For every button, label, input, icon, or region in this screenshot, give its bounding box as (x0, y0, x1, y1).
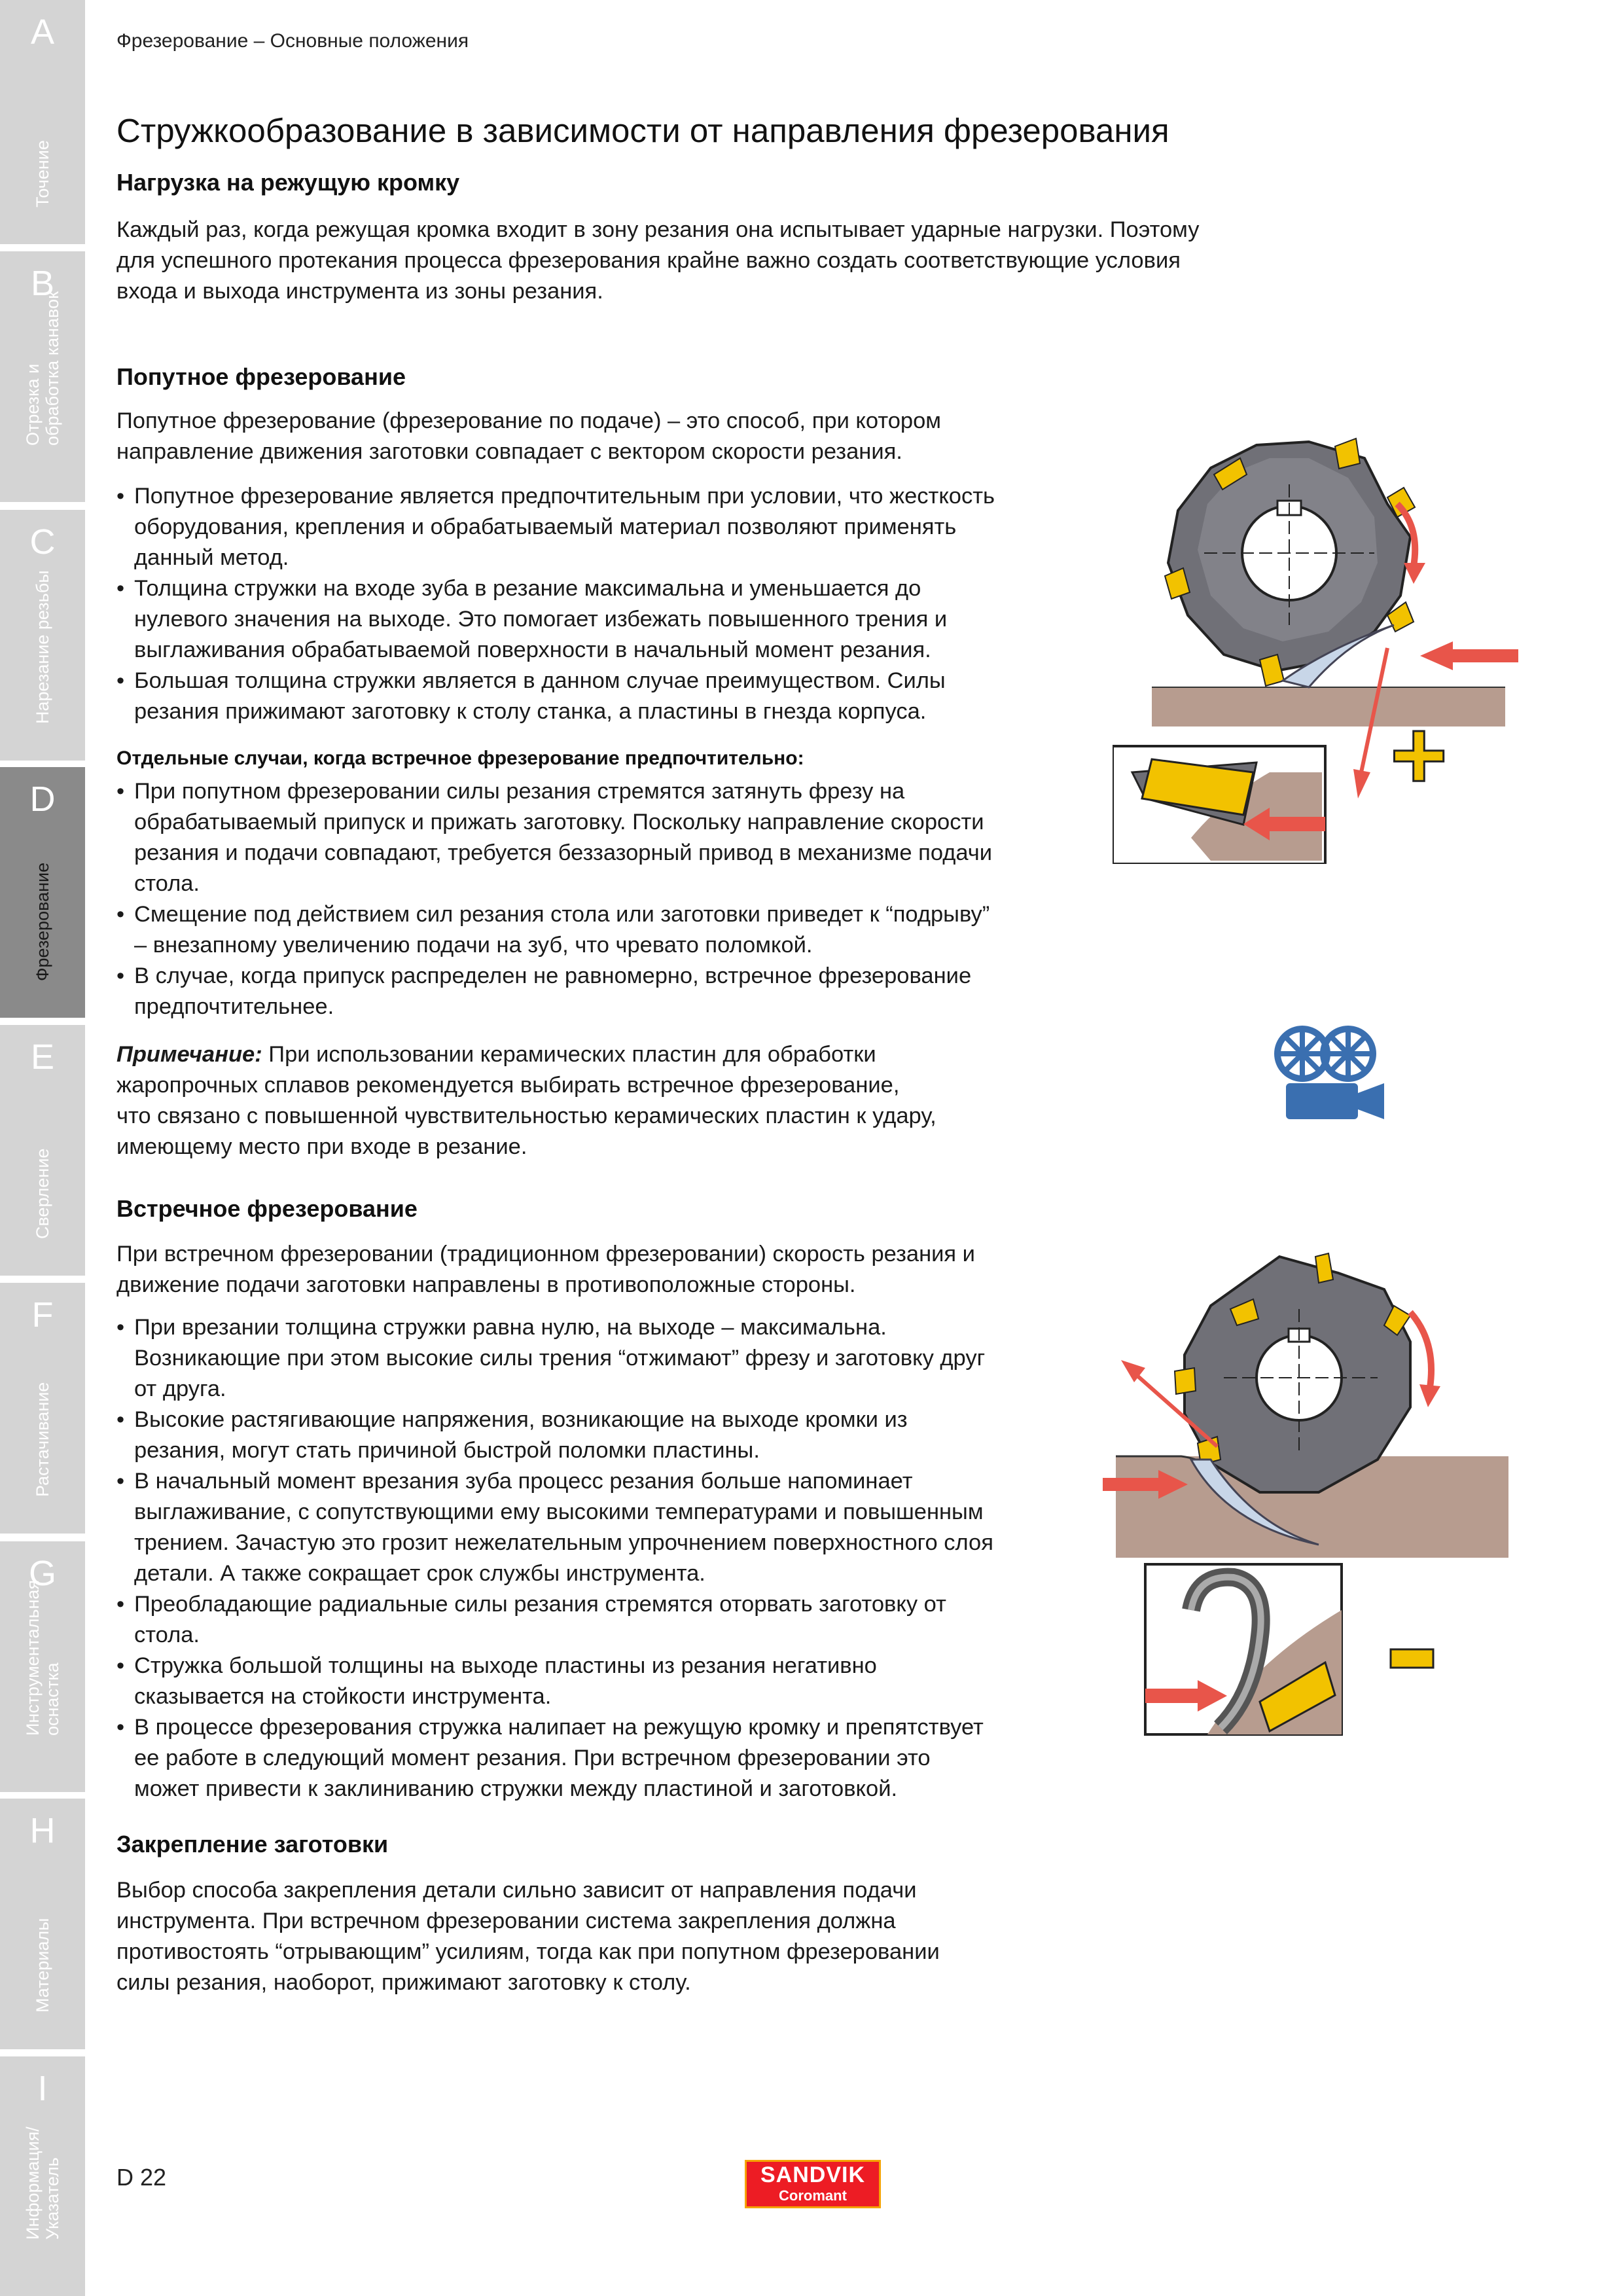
text-line: сказывается на стойкости инструмента. (134, 1684, 552, 1709)
milling-cutter-icon (1165, 439, 1415, 686)
text-line: для успешного протекания процесса фрезерования крайне важно создать соответствующие условия (116, 248, 1181, 273)
text-line: • Попутное фрезерование является предпочтительным при условии, что жесткость (134, 484, 995, 509)
feed-arrow (1453, 649, 1518, 662)
note-paragraph (116, 1039, 936, 1162)
sidebar-tab-a[interactable] (0, 0, 85, 244)
text-line: силы резания, наоборот, прижимают заготовку к столу. (116, 1970, 691, 1995)
climb-bullets (116, 481, 995, 727)
tab-label-text: Инструментальная оснастка (23, 1579, 62, 1736)
list-item (116, 899, 992, 961)
text-line: • Преобладающие радиальные силы резания стремятся оторвать заготовку от (134, 1592, 946, 1617)
list-item (116, 776, 992, 899)
text-line: от друга. (134, 1376, 226, 1401)
section-sidebar (0, 0, 85, 2296)
list-item (116, 1405, 993, 1466)
text-line: противостоять “отрывающим” усилиям, тогда как при попутном фрезеровании (116, 1939, 940, 1964)
film-projector-icon[interactable] (1266, 1021, 1397, 1126)
text-line: резания, могут стать причиной быстрой поломки пластины. (134, 1438, 760, 1463)
text-line: • Толщина стружки на входе зуба в резание максимальна и уменьшается до (134, 576, 921, 601)
running-header: Фрезерование – Основные положения (116, 30, 469, 52)
text-line: выглаживание, с сопутствующими ему высокими температурами и повышенным (134, 1499, 984, 1524)
sidebar-tab-f[interactable] (0, 1283, 85, 1534)
tab-label: Нарезание резьбы (33, 570, 52, 724)
text-line: нулевого значения на выходе. Это помогает избежать повышенного трения и (134, 607, 948, 632)
list-item (116, 961, 992, 1022)
sidebar-tab-c[interactable] (0, 510, 85, 761)
tab-label (23, 291, 62, 446)
text-line: выглаживания обрабатываемой поверхности в начальный момент резания. (134, 637, 931, 662)
text-line: обрабатываемый припуск и прижать заготовку. Поскольку направление скорости (134, 810, 984, 834)
text-line (116, 1039, 936, 1070)
tab-label-text: Отрезка и обработка канавок (23, 291, 62, 446)
text-line: детали. А также сокращает срок службы инструмента. (134, 1561, 705, 1586)
text-line: • В процессе фрезерования стружка налипает на режущую кромку и препятствует (134, 1715, 984, 1740)
list-item (116, 481, 995, 573)
text-line: резания и подачи совпадают, требуется беззазорный привод в механизме подачи (134, 840, 993, 865)
text-line: При встречном фрезеровании (традиционном фрезеровании) скорость резания и (116, 1242, 975, 1266)
page-title: Стружкообразование в зависимости от направления фрезерования (116, 112, 1169, 149)
text-line: стола. (134, 871, 200, 896)
list-item (116, 1712, 993, 1804)
text-line: может привести к заклиниванию стружки между пластиной и заготовкой. (134, 1776, 898, 1801)
tab-letter: C (29, 522, 56, 562)
arrow-head (1404, 563, 1425, 584)
text-line: трением. Зачастую это грозит нежелательным упрочнением поверхностного слоя (134, 1530, 993, 1555)
feed-arrow (1270, 817, 1325, 831)
sandvik-logo (745, 2160, 881, 2208)
tab-letter: A (30, 12, 55, 52)
note-label: Примечание: (116, 1042, 262, 1067)
tab-letter: F (31, 1295, 54, 1335)
tab-letter: I (37, 2069, 48, 2108)
text-line: что связано с повышенной чувствительностью керамических пластин к удару, (116, 1103, 936, 1128)
conventional-milling-figure (1103, 1244, 1522, 1761)
feed-arrow (1145, 1689, 1198, 1703)
text-line: данный метод. (134, 545, 289, 570)
workpiece (1152, 687, 1505, 726)
sidebar-tab-b[interactable] (0, 251, 85, 502)
text-line: имеющему место при входе в резание. (116, 1134, 527, 1159)
clamping-paragraph (116, 1875, 940, 1998)
note-text: При использовании керамических пластин для обработки (262, 1042, 876, 1067)
list-item (116, 666, 995, 727)
tab-label: Материалы (33, 1918, 52, 2013)
conventional-intro (116, 1239, 975, 1300)
text-line: • В начальный момент врезания зуба процесс резания больше напоминает (134, 1469, 913, 1494)
text-line: Каждый раз, когда режущая кромка входит в зону резания она испытывает ударные нагрузки. Поэтому (116, 217, 1200, 242)
text-line: Возникающие при этом высокие силы трения “отжимают” фрезу и заготовку друг (134, 1346, 986, 1371)
text-line: • Высокие растягивающие напряжения, возникающие на выходе кромки из (134, 1407, 908, 1432)
milling-cutter-icon (1175, 1253, 1410, 1492)
tab-label (23, 1580, 62, 1736)
text-line: направление движения заготовки совпадает с вектором скорости резания. (116, 439, 902, 464)
text-line: движение подачи заготовки направлены в противоположные стороны. (116, 1272, 856, 1297)
text-line: ее работе в следующий момент резания. При встречном фрезеровании это (134, 1746, 931, 1770)
logo-main-text: SANDVIK (760, 2162, 866, 2187)
page-number: D 22 (116, 2164, 167, 2191)
tab-letter: H (29, 1811, 56, 1850)
list-item (116, 573, 995, 666)
sidebar-tab-h[interactable] (0, 1799, 85, 2049)
climb-milling-figure (1113, 406, 1518, 864)
plus-sign-icon: + (1390, 700, 1448, 810)
text-line: Попутное фрезерование (фрезерование по подаче) – это способ, при котором (116, 408, 942, 433)
sidebar-tab-g[interactable] (0, 1541, 85, 1792)
conventional-heading: Встречное фрезерование (116, 1195, 418, 1222)
load-heading: Нагрузка на режущую кромку (116, 169, 460, 196)
tab-label: Растачивание (33, 1382, 52, 1497)
special-cases-list (116, 776, 992, 1022)
text-line: • При попутном фрезеровании силы резания стремятся затянуть фрезу на (134, 779, 905, 804)
text-line: предпочтительнее. (134, 994, 334, 1019)
list-item (116, 1466, 993, 1589)
text-line: жаропрочных сплавов рекомендуется выбирать встречное фрезерование, (116, 1073, 900, 1098)
tab-letter: D (29, 780, 56, 819)
text-line: стола. (134, 1623, 200, 1647)
tab-label-text: Информация/ Указатель (23, 2126, 62, 2240)
text-line: • Смещение под действием сил резания стола или заготовки приведет к “подрыву” (134, 902, 990, 927)
conventional-bullets (116, 1312, 993, 1804)
arrow-head (1353, 769, 1370, 798)
arrow-head (1419, 1384, 1440, 1407)
list-item (116, 1651, 993, 1712)
text-line: – внезапному увеличению подачи на зуб, что чревато поломкой. (134, 933, 813, 958)
sidebar-tab-e[interactable] (0, 1025, 85, 1276)
clamping-heading: Закрепление заготовки (116, 1831, 389, 1857)
tab-label: Фрезерование (33, 862, 52, 981)
tab-letter: G (28, 1554, 56, 1593)
text-line: Выбор способа закрепления детали сильно зависит от направления подачи (116, 1878, 917, 1903)
rotation-arrow (1410, 1312, 1431, 1388)
load-paragraph (116, 215, 1200, 307)
text-line: инструмента. При встречном фрезеровании система закрепления должна (116, 1909, 896, 1933)
text-line: • В случае, когда припуск распределен не равномерно, встречное фрезерование (134, 963, 972, 988)
logo-sub-text: Coromant (779, 2187, 847, 2204)
feed-arrow (1103, 1478, 1158, 1491)
text-line: резания прижимают заготовку к столу станка, а пластины в гнезда корпуса. (134, 699, 927, 724)
special-cases-heading: Отдельные случаи, когда встречное фрезерование предпочтительно: (116, 747, 804, 769)
text-line: • Большая толщина стружки является в данном случае преимуществом. Силы (134, 668, 946, 693)
tab-label (23, 2126, 62, 2240)
text-line: • Стружка большой толщины на выходе пластины из резания негативно (134, 1653, 877, 1678)
arrow-head (1420, 641, 1453, 670)
text-line: оборудования, крепления и обрабатываемый материал позволяют применять (134, 514, 957, 539)
climb-heading: Попутное фрезерование (116, 363, 406, 390)
text-line: • При врезании толщина стружки равна нулю, на выходе – максимальна. (134, 1315, 887, 1340)
text-line: входа и выхода инструмента из зоны резания. (116, 279, 603, 304)
list-item (116, 1589, 993, 1651)
tab-letter: B (30, 264, 55, 303)
sidebar-tab-i[interactable] (0, 2056, 85, 2296)
list-item (116, 1312, 993, 1405)
climb-intro (116, 406, 941, 467)
tab-label: Сверление (33, 1148, 52, 1239)
sidebar-tab-d[interactable] (0, 767, 85, 1018)
tab-label: Точение (33, 140, 52, 207)
tab-letter: E (30, 1037, 55, 1077)
